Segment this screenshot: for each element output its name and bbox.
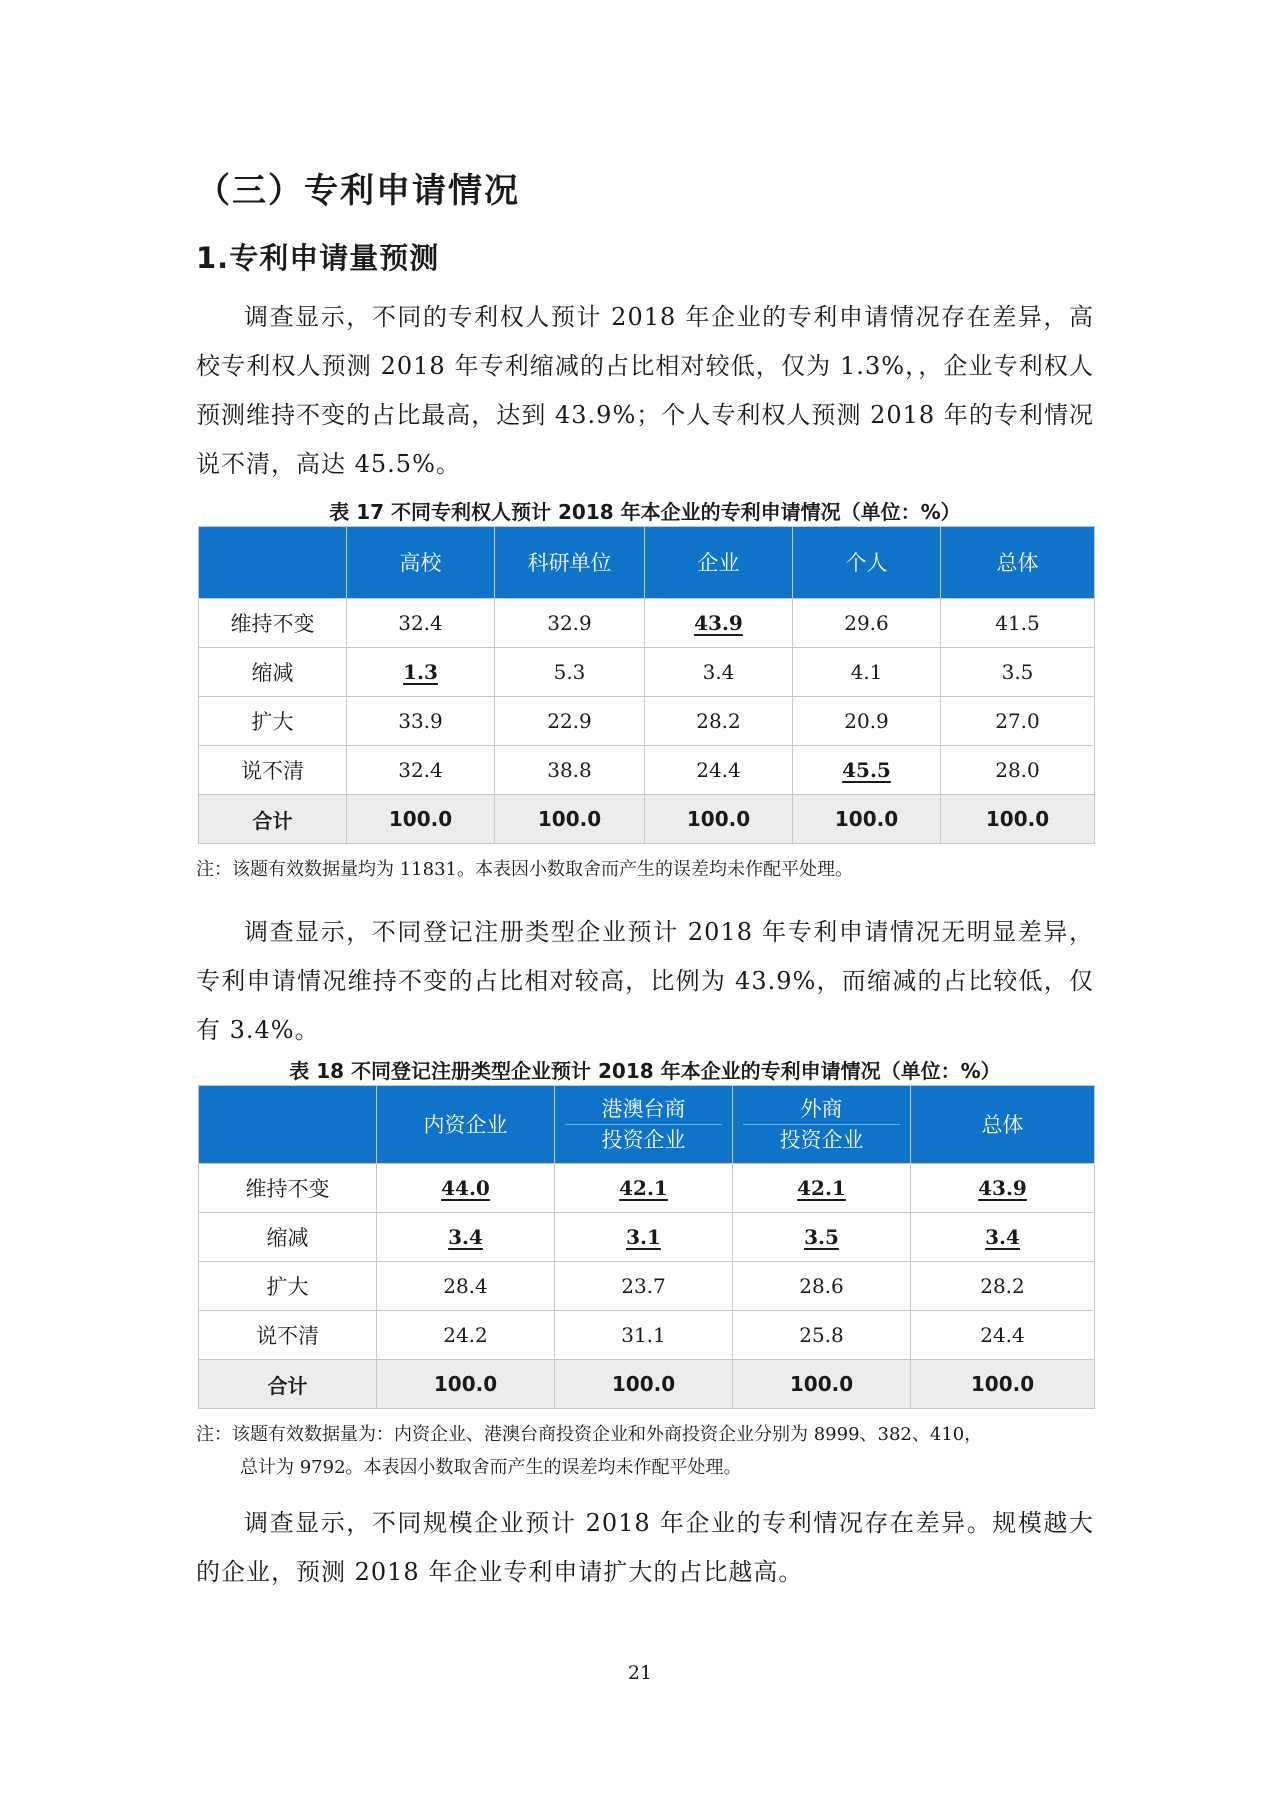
table18-note	[196, 1418, 1096, 1484]
table18-header: 外商 投资企业	[733, 1086, 911, 1164]
table-row	[199, 1213, 1095, 1262]
table-cell: 100.0	[733, 1360, 911, 1409]
table-cell: 28.2	[911, 1262, 1095, 1311]
table-cell: 100.0	[377, 1360, 555, 1409]
table-cell: 3.1	[555, 1213, 733, 1262]
table17-caption: 表 17 不同专利权人预计 2018 年本企业的专利申请情况（单位：%）	[329, 500, 961, 524]
page-number: 21	[627, 1662, 653, 1684]
row-label: 维持不变	[199, 599, 347, 648]
table-cell: 100.0	[347, 795, 495, 844]
table17-header: 高校	[347, 527, 495, 599]
table17-note: 注：该题有效数据量均为 11831。本表因小数取舍而产生的误差均未作配平处理。	[196, 859, 853, 880]
table-cell: 100.0	[495, 795, 645, 844]
row-label: 扩大	[199, 1262, 377, 1311]
table-cell: 42.1	[733, 1164, 911, 1213]
row-label: 说不清	[199, 746, 347, 795]
table-row	[199, 746, 1095, 795]
paragraph-1: 调查显示，不同的专利权人预计 2018 年企业的专利申请情况存在差异，高校专利权人预测 2018 年专利缩减的占比相对较低，仅为 1.3%，，企业专利权人预测维持不变的占比最高，达到 43.9%；个人专利权人预测 2018 年的专利情况说不清，高达 45.5%。	[196, 303, 1094, 478]
table-row	[199, 1311, 1095, 1360]
table-cell: 43.9	[645, 599, 793, 648]
table-cell: 31.1	[555, 1311, 733, 1360]
table-cell: 100.0	[555, 1360, 733, 1409]
table-cell: 32.4	[347, 746, 495, 795]
table-cell: 28.6	[733, 1262, 911, 1311]
table-cell: 44.0	[377, 1164, 555, 1213]
paragraph-2: 调查显示，不同登记注册类型企业预计 2018 年专利申请情况无明显差异，专利申请情况维持不变的占比相对较高，比例为 43.9%，而缩减的占比较低，仅有 3.4%。	[196, 918, 1094, 1044]
paragraph-3: 调查显示，不同规模企业预计 2018 年企业的专利情况存在差异。规模越大的企业，预测 2018 年企业专利申请扩大的占比越高。	[196, 1509, 1094, 1586]
table-cell: 29.6	[793, 599, 941, 648]
table-cell: 32.4	[347, 599, 495, 648]
table-cell: 3.5	[941, 648, 1095, 697]
table18-header: 总体	[911, 1086, 1095, 1164]
table18-caption: 表 18 不同登记注册类型企业预计 2018 年本企业的专利申请情况（单位：%）	[289, 1059, 1001, 1083]
table17-header: 科研单位	[495, 527, 645, 599]
table-cell: 28.2	[645, 697, 793, 746]
row-label: 缩减	[199, 648, 347, 697]
table-cell: 3.4	[645, 648, 793, 697]
row-label: 维持不变	[199, 1164, 377, 1213]
table-cell: 100.0	[645, 795, 793, 844]
table18-header: 港澳台商 投资企业	[555, 1086, 733, 1164]
table-row	[199, 1262, 1095, 1311]
table-cell: 100.0	[793, 795, 941, 844]
table-cell: 3.5	[733, 1213, 911, 1262]
table-cell: 38.8	[495, 746, 645, 795]
subsection-title: 1.专利申请量预测	[196, 241, 440, 275]
section-title: （三）专利申请情况	[196, 171, 520, 211]
table-cell: 24.2	[377, 1311, 555, 1360]
table-17	[198, 526, 1095, 844]
table18-note-line2: 总计为 9792。本表因小数取舍而产生的误差均未作配平处理。	[240, 1457, 742, 1478]
table17-header: 企业	[645, 527, 793, 599]
table-total-row	[199, 795, 1095, 844]
table17-header: 总体	[941, 527, 1095, 599]
table-row	[199, 1164, 1095, 1213]
table17-corner	[199, 527, 347, 599]
row-label: 缩减	[199, 1213, 377, 1262]
table-total-row	[199, 1360, 1095, 1409]
table-cell: 32.9	[495, 599, 645, 648]
table-cell: 28.4	[377, 1262, 555, 1311]
table-cell: 45.5	[793, 746, 941, 795]
table-cell: 28.0	[941, 746, 1095, 795]
table-row	[199, 599, 1095, 648]
table-cell: 41.5	[941, 599, 1095, 648]
table-cell: 100.0	[911, 1360, 1095, 1409]
table-cell: 22.9	[495, 697, 645, 746]
table-cell: 5.3	[495, 648, 645, 697]
table18-note-line1: 注：该题有效数据量为：内资企业、港澳台商投资企业和外商投资企业分别为 8999、382、410，	[196, 1424, 983, 1445]
table-cell: 24.4	[911, 1311, 1095, 1360]
table-cell: 20.9	[793, 697, 941, 746]
table-cell: 42.1	[555, 1164, 733, 1213]
table-cell: 43.9	[911, 1164, 1095, 1213]
table18-corner	[199, 1086, 377, 1164]
table-cell: 24.4	[645, 746, 793, 795]
table-18	[198, 1085, 1095, 1409]
table-cell: 1.3	[347, 648, 495, 697]
row-label: 说不清	[199, 1311, 377, 1360]
table-cell: 33.9	[347, 697, 495, 746]
row-label: 合计	[199, 1360, 377, 1409]
table-cell: 4.1	[793, 648, 941, 697]
table-cell: 27.0	[941, 697, 1095, 746]
table-row	[199, 648, 1095, 697]
table-cell: 100.0	[941, 795, 1095, 844]
table-cell: 25.8	[733, 1311, 911, 1360]
table18-header: 内资企业	[377, 1086, 555, 1164]
table-cell: 3.4	[377, 1213, 555, 1262]
row-label: 扩大	[199, 697, 347, 746]
table-cell: 3.4	[911, 1213, 1095, 1262]
row-label: 合计	[199, 795, 347, 844]
table-row	[199, 697, 1095, 746]
table-cell: 23.7	[555, 1262, 733, 1311]
table17-header: 个人	[793, 527, 941, 599]
